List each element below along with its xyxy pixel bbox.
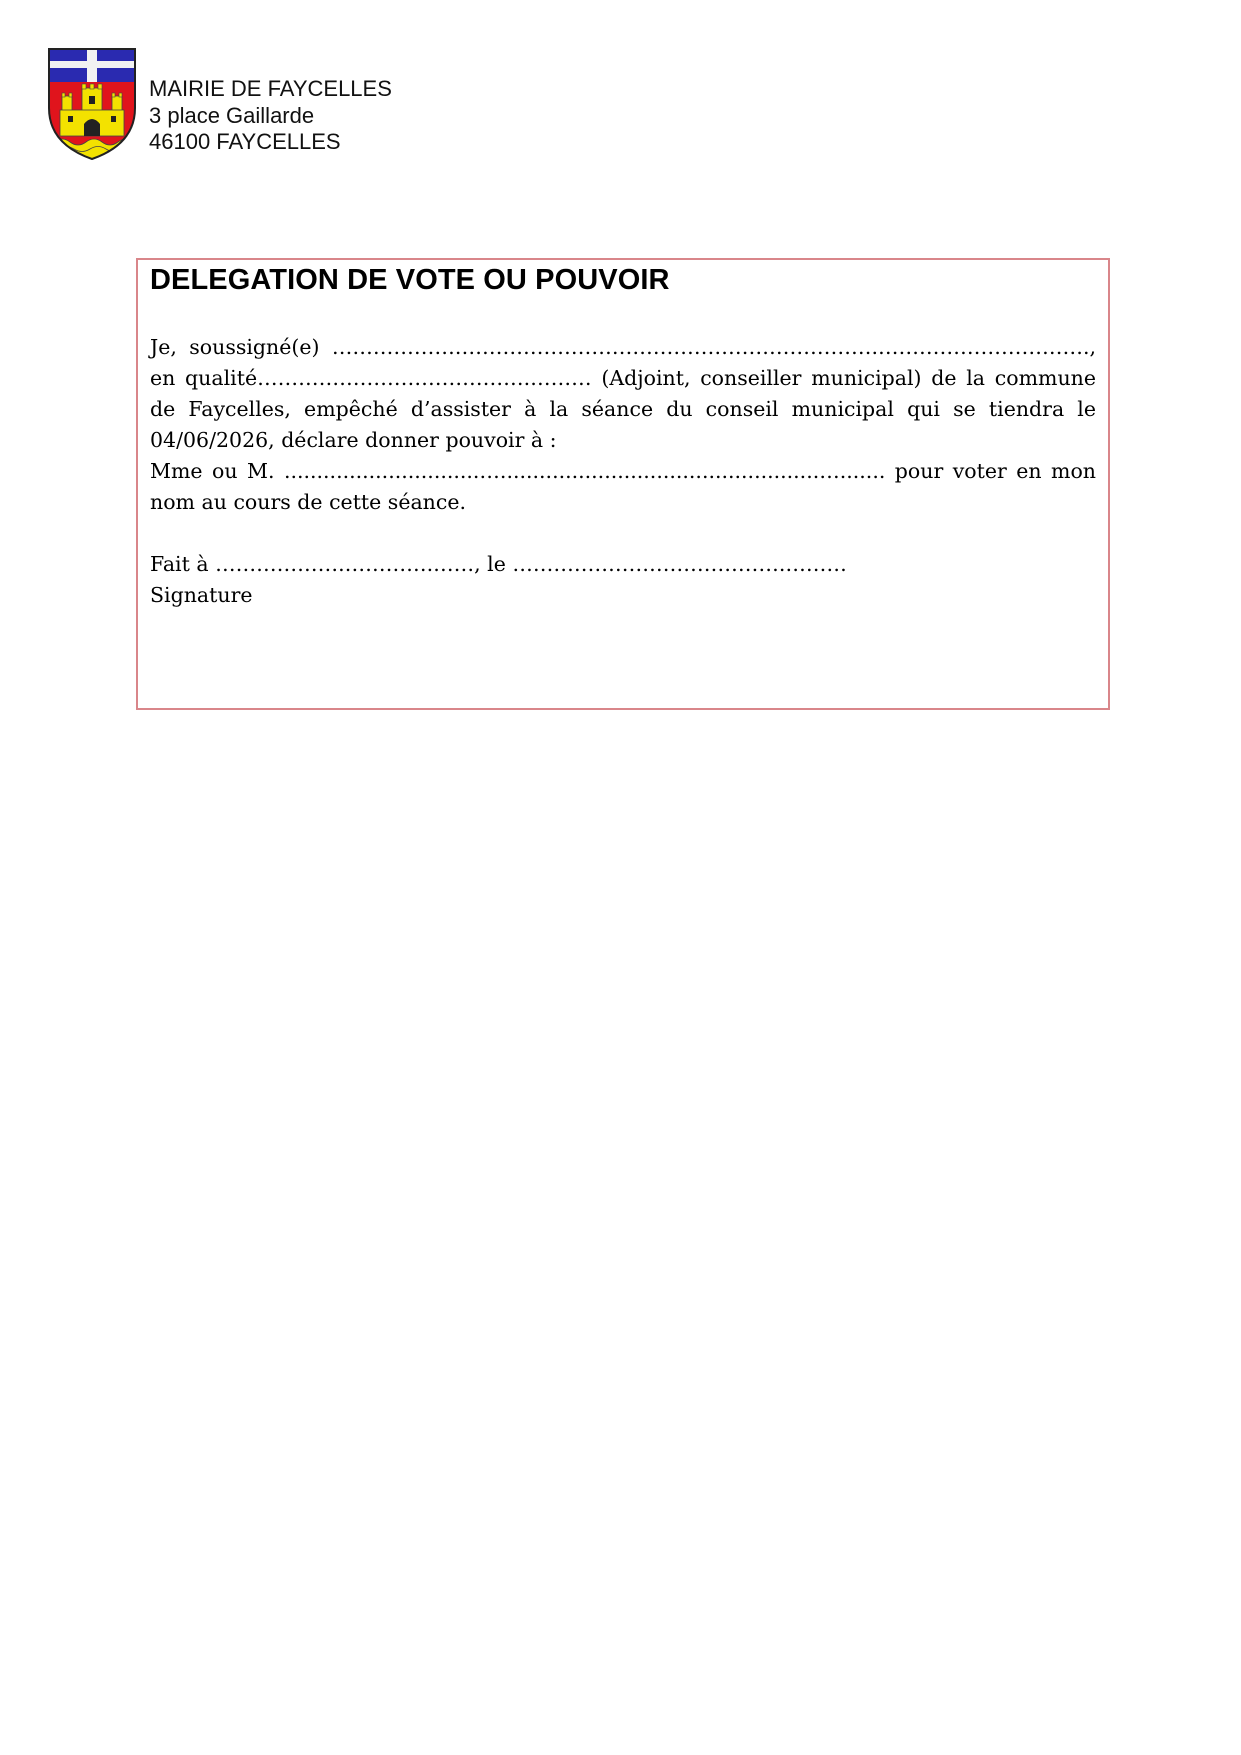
form-title: DELEGATION DE VOTE OU POUVOIR bbox=[150, 264, 670, 296]
organization-name: MAIRIE DE FAYCELLES bbox=[149, 76, 392, 101]
paragraph-spacer bbox=[150, 518, 1096, 549]
form-body bbox=[150, 332, 1096, 611]
declaration-paragraph: Je, soussigné(e) ……………….…………………………………………………….…………………………., en qualité………………………………….……… (Adjoint, conseiller municipal) de la commune de Faycelles, empêché d’assister à la séance du conseil municipal qui se tiendra le 04/06/2026, déclare donner pouvoir à : bbox=[150, 335, 1096, 452]
city-postal-code: 46100 FAYCELLES bbox=[149, 129, 341, 154]
street-address: 3 place Gaillarde bbox=[149, 102, 315, 128]
delegation-form-box bbox=[136, 258, 1110, 710]
faycelles-coat-of-arms-icon bbox=[46, 46, 138, 162]
mairie-address-block bbox=[149, 76, 392, 156]
signature-label: Signature bbox=[150, 583, 253, 607]
place-date-line: Fait à ……………….………….……, le ………………………………….……… bbox=[150, 552, 847, 576]
proxy-paragraph: Mme ou M. ..............................….................................................…....... pour voter en mon nom au cours de cette séance. bbox=[150, 459, 1096, 514]
